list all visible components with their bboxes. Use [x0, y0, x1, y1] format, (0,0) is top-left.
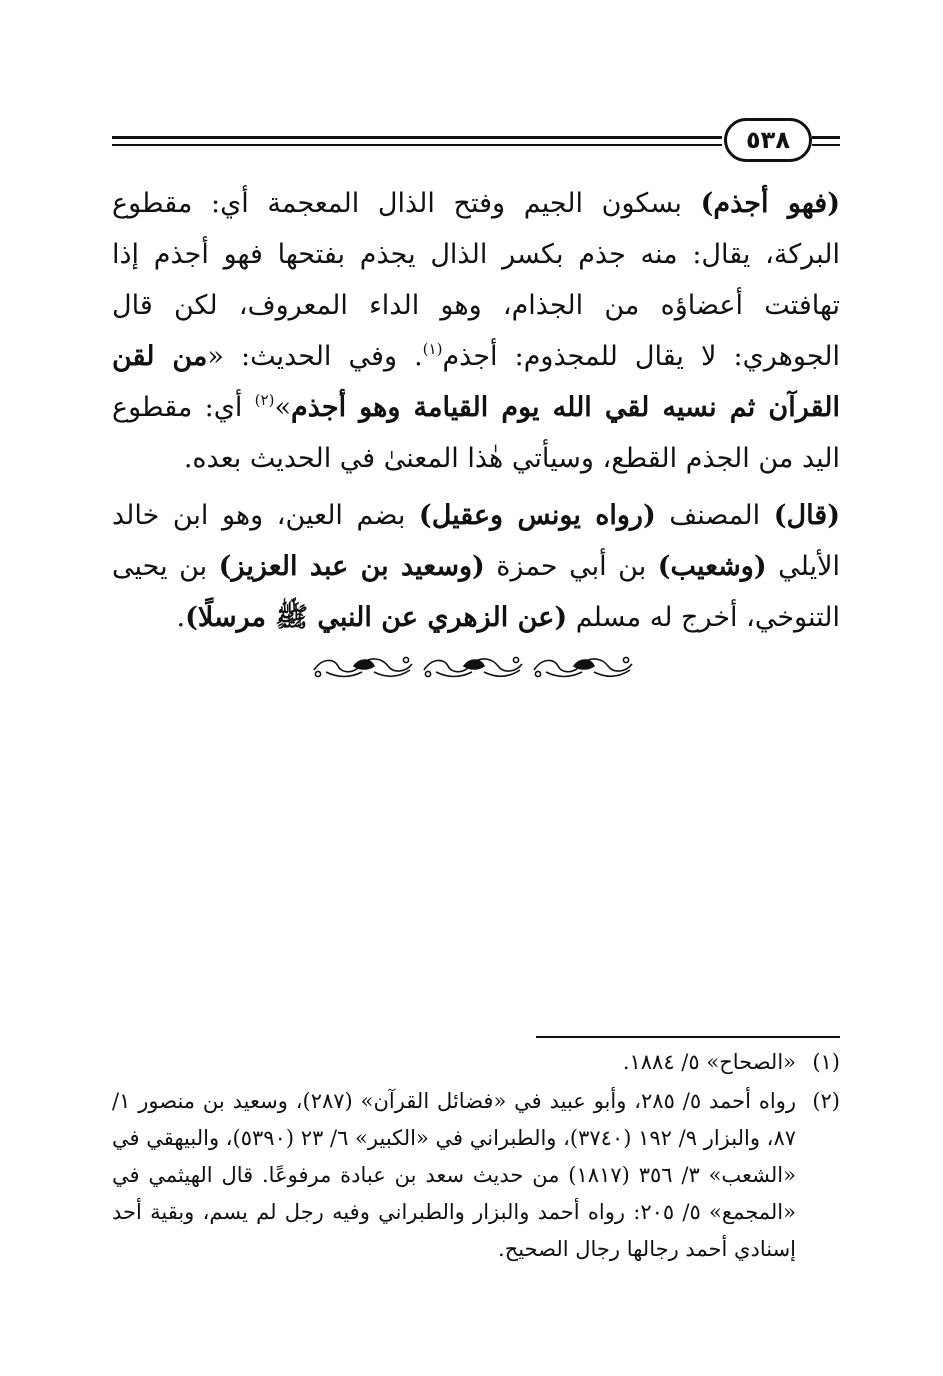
paragraph-2	[112, 490, 840, 643]
text-run: بن يحيى التنوخي، أخرج له مسلم	[112, 551, 840, 633]
flourish-unit	[424, 657, 522, 676]
main-text	[112, 178, 840, 643]
flourish-unit	[534, 657, 632, 676]
footnote-ref: (١)	[422, 340, 443, 358]
text-run: أي: مقطوع اليد من الجذم القطع، وسيأتي هٰذا المعنىٰ في الحديث بعده.	[112, 392, 840, 474]
footnote-ref: (٢)	[254, 391, 275, 409]
bold-phrase: (وشعيب)	[657, 551, 767, 582]
header-rule-top	[112, 136, 722, 139]
page-number: ٥٣٨	[724, 118, 812, 162]
bold-phrase: (وسعيد بن عبد العزيز)	[218, 551, 485, 582]
footnote-text: رواه أحمد ٥/ ٢٨٥، وأبو عبيد في «فضائل القرآن» (٢٨٧)، وسعيد بن منصور ١/ ٨٧، والبزار ٩/ ١٩٢ (٣٧٤٠)، والطبراني في «الكبير» ٦/ ٢٣ (٥٣٩٠)، والبيهقي في «الشعب» ٣/ ٣٥٦ (١٨١٧) من حديث سعد بن عبادة مرفوعًا. قال الهيثمي في «المجمع» ٥/ ٢٠٥: رواه أحمد والبزار والطبراني وفيه رجل لم يسم، وبقية أحد إسنادي أحمد رجالها رجال الصحيح.	[112, 1089, 796, 1261]
header-rule-tail-top	[812, 136, 840, 139]
bold-phrase: من لقن القرآن ثم نسيه لقي الله يوم القيامة وهو أجذم	[112, 341, 840, 423]
header-rule-tail-bottom	[812, 144, 840, 146]
floral-divider-icon	[308, 648, 638, 684]
flourish-unit	[314, 657, 412, 676]
footnote-number: (٢)	[812, 1089, 840, 1113]
text-run: بسكون الجيم وفتح الذال المعجمة أي: مقطوع البركة، يقال: منه جذم بكسر الذال يجذم بفتحها فهو أجذم إذا تهافتت أعضاؤه من الجذام، وهو الداء المعروف، لكن قال الجوهري: لا يقال للمجذوم: أجذم	[112, 188, 840, 372]
footnote-number: (١)	[812, 1050, 840, 1074]
bold-phrase: (رواه يونس وعقيل)	[418, 500, 656, 531]
footnote-2	[112, 1083, 840, 1268]
text-run: بضم العين، وهو ابن خالد الأيلي	[112, 500, 840, 582]
page-header	[112, 118, 840, 168]
text-run: .	[176, 602, 186, 633]
text-run: . وفي الحديث: «	[207, 341, 423, 372]
text-run: »	[274, 392, 291, 423]
footnotes	[112, 1044, 840, 1270]
footnote-text: «الصحاح» ٥/ ١٨٨٤.	[622, 1050, 796, 1074]
paragraph-1	[112, 178, 840, 484]
footnote-1	[112, 1044, 840, 1081]
text-run: المصنف	[655, 500, 774, 531]
text-run: بن أبي حمزة	[484, 551, 658, 582]
bold-phrase: (عن الزهري عن النبي ﷺ مرسلًا)	[185, 602, 568, 633]
footnote-separator	[536, 1036, 840, 1038]
bold-phrase: (فهو أجذم)	[700, 188, 840, 219]
bold-phrase: (قال)	[773, 500, 840, 531]
header-rule-bottom	[112, 144, 722, 146]
